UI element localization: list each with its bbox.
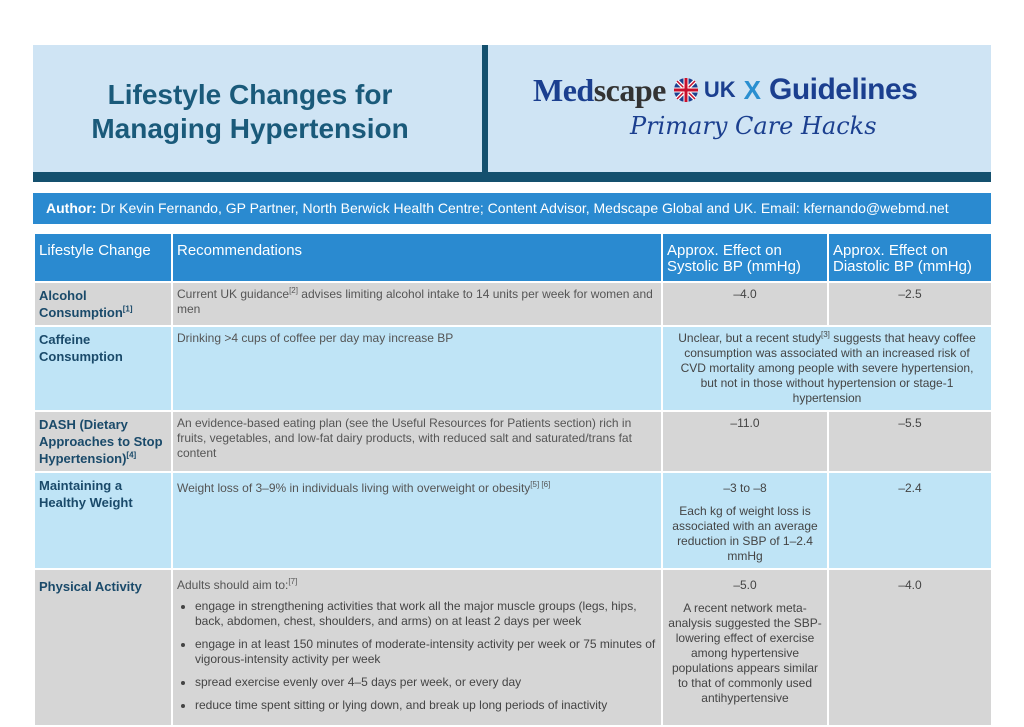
systolic-note: A recent network meta-analysis suggested the SBP-lowering effect of exercise among hypertensive populations appears similar to that of commonly used antihypertensive bbox=[668, 601, 822, 705]
header-bottom-bar bbox=[33, 172, 991, 182]
systolic-cell: –5.0 A recent network meta-analysis suggested the SBP-lowering effect of exercise among hypertensive populations appears similar to that of commonly used antihypertensive bbox=[663, 570, 827, 725]
diastolic-cell: –2.5 bbox=[829, 283, 991, 325]
lifestyle-change-cell: Alcohol Consumption[1] bbox=[35, 283, 171, 325]
author-label: Author: bbox=[46, 200, 97, 216]
collab-x: X bbox=[743, 74, 761, 105]
table-row bbox=[35, 283, 991, 325]
lifestyle-change-cell: Caffeine Consumption bbox=[35, 327, 171, 410]
recommendation-cell: Weight loss of 3–9% in individuals living with overweight or obesity[5] [6] bbox=[173, 473, 661, 568]
col-header-lifestyle-change: Lifestyle Change bbox=[35, 234, 171, 281]
lifestyle-change-cell: Physical Activity bbox=[35, 570, 171, 725]
header-divider bbox=[482, 45, 488, 172]
table-row bbox=[35, 412, 991, 471]
systolic-note: Each kg of weight loss is associated with an average reduction in SBP of 1–2.4 mmHg bbox=[672, 504, 818, 563]
col-header-recommendations: Recommendations bbox=[173, 234, 661, 281]
diastolic-cell: –2.4 bbox=[829, 473, 991, 568]
union-jack-icon bbox=[674, 78, 698, 102]
uk-label: UK bbox=[703, 77, 736, 102]
lifestyle-change-cell: Maintaining a Healthy Weight bbox=[35, 473, 171, 568]
subtitle: Primary Care Hacks bbox=[630, 112, 877, 140]
medscape-guidelines-logo bbox=[533, 70, 933, 110]
effect-cell: Unclear, but a recent study[3] suggests that heavy coffee consumption was associated with an increased risk of CVD mortality among people with severe hypertension, but not in those without hypertension or stage-1 hypertension bbox=[663, 327, 991, 410]
title-line-2: Managing Hypertension bbox=[91, 113, 409, 144]
lifestyle-table bbox=[33, 232, 993, 727]
recommendation-cell: Current UK guidance[2] advises limiting alcohol intake to 14 units per week for women and men bbox=[173, 283, 661, 325]
diastolic-cell: –4.0 bbox=[829, 570, 991, 725]
lifestyle-change-cell: DASH (Dietary Approaches to Stop Hypertension)[4] bbox=[35, 412, 171, 471]
author-text: Dr Kevin Fernando, GP Partner, North Berwick Health Centre; Content Advisor, Medscape Global and UK. Email: kfernando@webmd.net bbox=[100, 200, 949, 216]
systolic-cell: –3 to –8 Each kg of weight loss is associated with an average reduction in SBP of 1–2.4 mmHg bbox=[663, 473, 827, 568]
list-item: • engage in strengthening activities that work all the major muscle groups (legs, hips, back, abdomen, chest, shoulders, and arms) on at least 2 days per week bbox=[195, 599, 657, 629]
col-header-diastolic: Approx. Effect on Diastolic BP (mmHg) bbox=[829, 234, 991, 281]
recommendation-cell: Adults should aim to:[7] • engage in strengthening activities that work all the major muscle groups (legs, hips, back, abdomen, chest, shoulders, and arms) on at least 2 days per week • engage in at least 150 minutes of moderate-intensity activity per week or 75 minutes of vigorous-intensity activity per week • spread exercise evenly over 4–5 days per week, or every day • reduce time spent sitting or lying down, and break up long periods of inactivity bbox=[173, 570, 661, 725]
table-row bbox=[35, 473, 991, 568]
systolic-cell: –4.0 bbox=[663, 283, 827, 325]
table-row bbox=[35, 327, 991, 410]
recommendation-cell: An evidence-based eating plan (see the Useful Resources for Patients section) rich in fruits, vegetables, and low-fat dairy products, with reduced salt and saturated/trans fat content bbox=[173, 412, 661, 471]
diastolic-cell: –5.5 bbox=[829, 412, 991, 471]
list-item: • reduce time spent sitting or lying down, and break up long periods of inactivity bbox=[195, 698, 657, 713]
title-line-1: Lifestyle Changes for bbox=[107, 79, 393, 110]
table-row bbox=[35, 570, 991, 725]
author-bar bbox=[33, 193, 991, 224]
col-header-systolic: Approx. Effect on Systolic BP (mmHg) bbox=[663, 234, 827, 281]
guidelines-logo: Guidelines bbox=[768, 73, 918, 106]
medscape-logo: Medscape bbox=[533, 71, 666, 108]
page-title bbox=[60, 78, 440, 146]
list-item: • engage in at least 150 minutes of moderate-intensity activity per week or 75 minutes of vigorous-intensity activity per week bbox=[195, 637, 657, 667]
recommendation-cell: Drinking >4 cups of coffee per day may increase BP bbox=[173, 327, 661, 410]
list-item: • spread exercise evenly over 4–5 days per week, or every day bbox=[195, 675, 657, 690]
activity-bullet-list bbox=[177, 599, 657, 713]
systolic-cell: –11.0 bbox=[663, 412, 827, 471]
